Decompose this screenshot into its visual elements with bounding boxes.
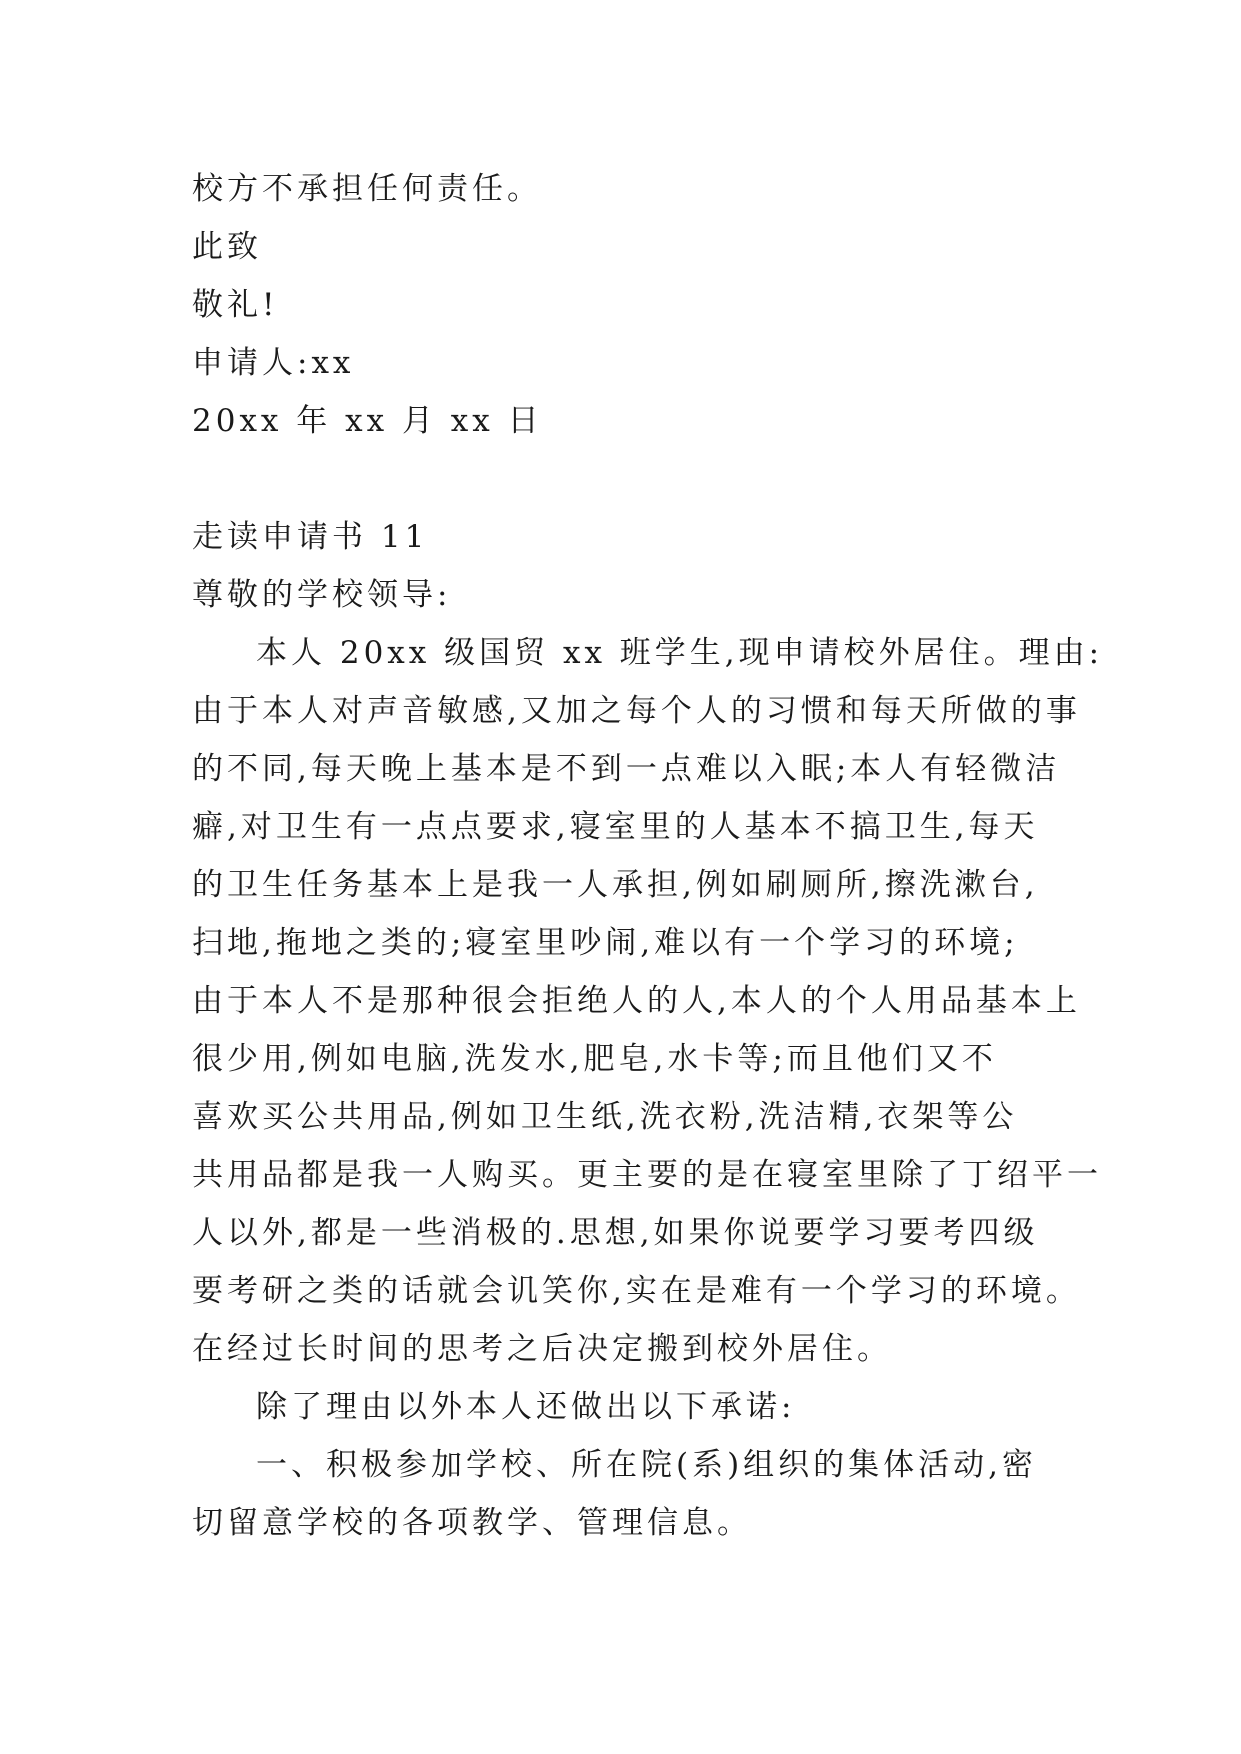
body-line: 的卫生任务基本上是我一人承担,例如刷厕所,擦洗漱台, bbox=[192, 867, 1039, 903]
section-spacer bbox=[192, 450, 1072, 508]
body-line: 在经过长时间的思考之后决定搬到校外居住。 bbox=[192, 1331, 892, 1367]
letter-body bbox=[192, 624, 1104, 1378]
body-line: 共用品都是我一人购买。更主要的是在寝室里除了丁绍平一 bbox=[192, 1157, 1102, 1193]
promise-intro: 除了理由以外本人还做出以下承诺: bbox=[256, 1389, 796, 1425]
body-line: 人以外,都是一些消极的.思想,如果你说要学习要考四级 bbox=[192, 1215, 1039, 1251]
body-line: 要考研之类的话就会讥笑你,实在是难有一个学习的环境。 bbox=[192, 1273, 1081, 1309]
body-line: 本人 20xx 级国贸 xx 班学生,现申请校外居住。理由: bbox=[256, 635, 1104, 671]
body-line: 扫地,拖地之类的;寝室里吵闹,难以有一个学习的环境; bbox=[192, 925, 1019, 961]
letter-greeting: 尊敬的学校领导: bbox=[192, 577, 452, 613]
body-line: 的不同,每天晚上基本是不到一点难以入眠;本人有轻微洁 bbox=[192, 751, 1061, 787]
document-page bbox=[192, 160, 1104, 1552]
letter-title: 走读申请书 11 bbox=[192, 519, 429, 555]
salutation-line-2: 敬礼! bbox=[192, 287, 279, 323]
date-line: 20xx 年 xx 月 xx 日 bbox=[192, 403, 543, 439]
promise-1-line: 切留意学校的各项教学、管理信息。 bbox=[192, 1505, 752, 1541]
promise-1-line: 一、积极参加学校、所在院(系)组织的集体活动,密 bbox=[256, 1447, 1038, 1483]
body-line: 很少用,例如电脑,洗发水,肥皂,水卡等;而且他们又不 bbox=[192, 1041, 997, 1077]
previous-letter-end: 校方不承担任何责任。 bbox=[192, 171, 542, 207]
body-line: 由于本人不是那种很会拒绝人的人,本人的个人用品基本上 bbox=[192, 983, 1081, 1019]
body-line: 癖,对卫生有一点点要求,寝室里的人基本不搞卫生,每天 bbox=[192, 809, 1039, 845]
applicant-line: 申请人:xx bbox=[192, 345, 355, 381]
salutation-line-1: 此致 bbox=[192, 229, 262, 265]
body-line: 喜欢买公共用品,例如卫生纸,洗衣粉,洗洁精,衣架等公 bbox=[192, 1099, 1018, 1135]
body-line: 由于本人对声音敏感,又加之每个人的习惯和每天所做的事 bbox=[192, 693, 1081, 729]
